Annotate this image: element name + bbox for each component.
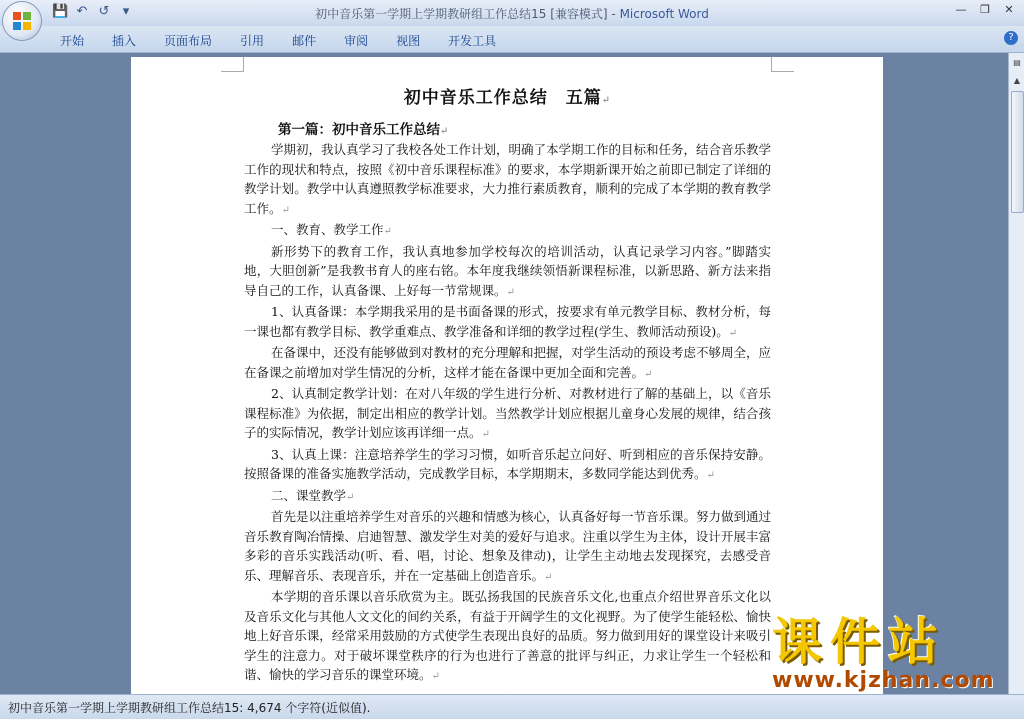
tab-review[interactable]: 审阅	[344, 34, 369, 48]
office-button[interactable]	[3, 2, 41, 40]
crop-mark-top-right	[771, 57, 794, 72]
watermark-url: www.kjzhan.com	[772, 668, 995, 693]
scrollbar-thumb[interactable]	[1011, 91, 1024, 213]
paragraph: 3、认真上课：注意培养学生的学习习惯，如听音乐起立问好、听到相应的音乐保持安静。按照备课的准备实施教学活动，完成教学目标，本学期期末，多数同学能达到优秀。↵	[244, 446, 771, 481]
crop-mark-top-left	[221, 57, 244, 72]
document-page[interactable]	[131, 57, 883, 694]
status-bar	[0, 694, 1024, 719]
tab-view[interactable]: 视图	[396, 34, 421, 48]
watermark-logo	[772, 614, 1024, 694]
redo-icon[interactable]: ↺	[98, 4, 110, 19]
paragraph: 本学期的音乐课以音乐欣赏为主。既弘扬我国的民族音乐文化,也重点介绍世界音乐文化以及音乐文化与其他人文文化的间约关系，有益于开阔学生的文化视野。为了使学生能轻松、愉快地上好音乐课，经常采用鼓励的方式使学生表现出良好的品质。努力做到用好的课堂设计来吸引学生的注意力。对于破坏课堂秩序的行为也进行了善意的批评与纠正，力求让学生一个轻松和谐、愉快的学习音乐的课堂环境。↵	[244, 589, 771, 682]
paragraph: 学期初，我认真学习了我校各处工作计划，明确了本学期工作的目标和任务，结合音乐教学工作的现状和特点，按照《初中音乐课程标准》的要求，本学期新课开始之前即已制定了详细的教学计划。教学中认真遵照教学标准要求，大力推行素质教育，顺利的完成了本学期的教育教学工作。↵	[244, 142, 772, 216]
tab-mailings[interactable]: 邮件	[292, 34, 317, 48]
tab-developer[interactable]: 开发工具	[448, 34, 497, 48]
status-text: 初中音乐第一学期上学期教研组工作总结15: 4,674 个字符(近似值).	[8, 701, 371, 715]
restore-icon[interactable]: ❐	[980, 3, 990, 16]
help-icon[interactable]: ?	[1004, 31, 1018, 45]
tab-home[interactable]: 开始	[60, 34, 85, 48]
tab-insert[interactable]: 插入	[112, 34, 137, 48]
close-icon[interactable]: ✕	[1004, 3, 1014, 16]
ribbon	[0, 26, 1024, 53]
paragraph: 2、认真制定教学计划：在对八年级的学生进行分析、对教材进行了解的基础上，以《音乐课程标准》为依据，制定出相应的教学计划。当然教学计划应根据儿童身心发展的规律，结合孩子的实际情况，教学计划应该再详细一点。↵	[244, 386, 771, 440]
section-title: 第一篇：初中音乐工作总结↵	[278, 122, 449, 138]
app-name: Microsoft Word	[619, 7, 709, 21]
ribbon-tabs	[46, 30, 510, 51]
window-title	[0, 5, 1024, 22]
office-logo-icon	[13, 12, 31, 30]
paragraph: 新形势下的教育工作，我认真地参加学校每次的培训活动，认真记录学习内容。”脚踏实地，大胆创新”是我教书育人的座右铭。本年度我继续领悟新课程标准，以新思路、新方法来指导自己的工作，认真备课、上好每一节常规课。↵	[244, 243, 771, 298]
window-controls	[950, 2, 1020, 18]
paragraph: 1、认真备课：本学期我采用的是书面备课的形式，按要求有单元教学目标、教材分析，每一课也都有教学目标、教学重难点、教学准备和详细的教学过程(学生、教师活动预设)。↵	[244, 304, 771, 339]
document-body	[244, 83, 771, 687]
document-title: 初中音乐第一学期上学期教研组工作总结15 [兼容模式] -	[315, 7, 620, 21]
scroll-up-icon[interactable]: ▲	[1013, 76, 1021, 85]
paragraph: 二、课堂教学↵	[271, 487, 355, 503]
document-heading: 初中音乐工作总结 五篇↵	[403, 88, 612, 108]
tab-page-layout[interactable]: 页面布局	[164, 34, 213, 48]
tab-references[interactable]: 引用	[240, 34, 265, 48]
minimize-icon[interactable]: —	[955, 3, 967, 16]
customize-icon[interactable]: ▾	[122, 4, 130, 19]
undo-icon[interactable]: ↶	[76, 4, 88, 19]
window-title-bar	[0, 0, 1024, 26]
paragraph: 首先是以注重培养学生对音乐的兴趣和情感为核心，认真备好每一节音乐课。努力做到通过音乐教育陶冶情操、启迪智慧、激发学生对美的爱好与追求。注重以学生为主体，设计开展丰富多彩的音乐实践活动(听、看、唱，讨论、想象及律动)，让学生主动地去发现探究，去感受音乐、理解音乐、表现音乐，并在一定基础上创造音乐。↵	[244, 509, 772, 583]
paragraph: 一、教育、教学工作↵	[271, 222, 392, 237]
paragraph: 在备课中，还没有能够做到对教材的充分理解和把握，对学生活动的预设考虑不够周全，应在备课之前增加对学生情况的分析，这样才能在备课中更加全面和完善。↵	[244, 345, 772, 380]
vertical-scrollbar[interactable]	[1008, 53, 1024, 694]
save-icon[interactable]: 💾	[52, 4, 69, 19]
watermark-text: 课件站	[772, 613, 946, 671]
ruler-toggle-icon[interactable]: ▤	[1013, 58, 1021, 67]
document-area	[0, 53, 1008, 694]
